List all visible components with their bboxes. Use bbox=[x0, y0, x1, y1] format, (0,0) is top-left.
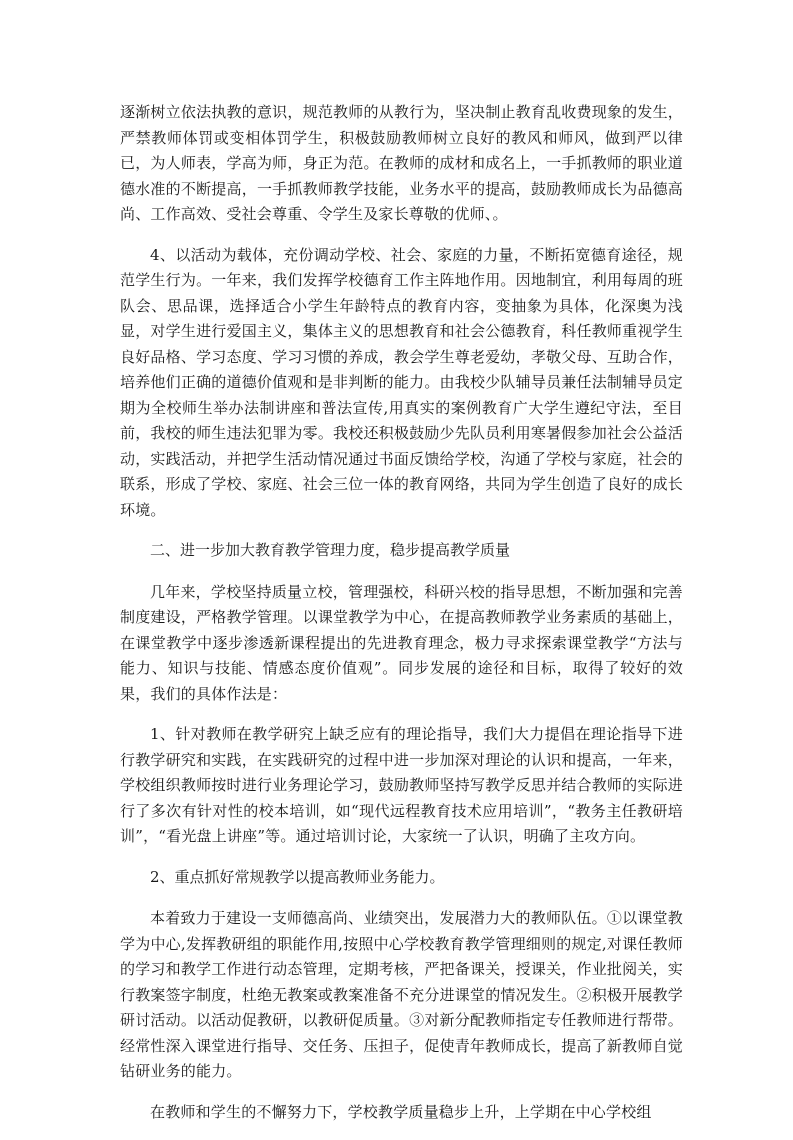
paragraph-moral-education-activities: 4、以活动为载体，充份调动学校、社会、家庭的力量，不断拓宽德育途径，规范学生行为。一年来，我们发挥学校德育工作主阵地作用。因地制宜，利用每周的班队会、思品课，选择适合小学生年龄特点的教育内容，变抽象为具体，化深奥为浅显，对学生进行爱国主义，集体主义的思想教育和社会公德教育，科任教师重视学生良好品格、学习态度、学习习惯的养成，教会学生尊老爱幼，孝敬父母、互助合作，培养他们正确的道德价值观和是非判断的能力。由我校少队辅导员兼任法制辅导员定期为全校师生举办法制讲座和普法宣传,用真实的案例教育广大学生遵纪守法，至目前，我校的师生违法犯罪为零。我校还积极鼓励少先队员利用寒暑假参加社会公益活动，实践活动，并把学生活动情况通过书面反馈给学校，沟通了学校与家庭，社会的联系，形成了学校、家庭、社会三位一体的教育网络，共同为学生创造了良好的成长环境。 bbox=[120, 245, 683, 519]
section-heading-teaching-management: 二、进一步加大教育教学管理力度，稳步提高教学质量 bbox=[150, 541, 511, 559]
paragraph-theory-guidance: 1、针对教师在教学研究上缺乏应有的理论指导，我们大力提倡在理论指导下进行教学研究和实践，在实践研究的过程中进一步加深对理论的认识和提高，一年来，学校组织教师按时进行业务理论学习，鼓励教师坚持写教学反思并结合教师的实际进行了多次有针对性的校本培训，如“现代远程教育技术应用培训”，“教务主任教研培训”，“看光盘上讲座”等。通过培训讨论，大家统一了认识，明确了主攻方向。 bbox=[120, 725, 683, 845]
paragraph-quality-results: 在教师和学生的不懈努力下，学校教学质量稳步上升，上学期在中心学校组 bbox=[150, 1102, 652, 1121]
document-page bbox=[120, 100, 683, 1140]
paragraph-teacher-ethics: 逐渐树立依法执教的意识，规范教师的从教行为，坚决制止教育乱收费现象的发生，严禁教师体罚或变相体罚学生，积极鼓励教师树立良好的教风和师风，做到严以律已，为人师表，学高为师，身正为范。在教师的成材和成名上，一手抓教师的职业道德水准的不断提高，一手抓教师教学技能，业务水平的提高，鼓励教师成长为品德高尚、工作高效、受社会尊重、令学生及家长尊敬的优师、。 bbox=[120, 103, 683, 223]
subheading-routine-teaching: 2、重点抓好常规教学以提高教师业务能力。 bbox=[150, 867, 445, 886]
paragraph-quality-strategy: 几年来，学校坚持质量立校，管理强校，科研兴校的指导思想，不断加强和完善制度建设，严格教学管理。以课堂教学为中心，在提高教师教学业务素质的基础上，在课堂教学中逐步渗透新课程提出的先进教育理念，极力寻求探索课堂教学“方法与能力、知识与技能、情感态度价值观”。同步发展的途径和目标，取得了较好的效果，我们的具体作法是： bbox=[120, 582, 683, 703]
paragraph-teacher-team-building: 本着致力于建设一支师德高尚、业绩突出，发展潜力大的教师队伍。①以课堂教学为中心,发挥教研组的职能作用,按照中心学校教育教学管理细则的规定,对课任教师的学习和教学工作进行动态管理，定期考核，严把备课关，授课关，作业批阅关，实行教案签字制度，杜绝无教案或教案准备不充分进课堂的情况发生。②积极开展教学研讨活动。以活动促教研，以教研促质量。③对新分配教师指定专任教师进行帮带。经常性深入课堂进行指导、交任务、压担子，促使青年教师成长，提高了新教师自觉钻研业务的能力。 bbox=[120, 909, 683, 1080]
